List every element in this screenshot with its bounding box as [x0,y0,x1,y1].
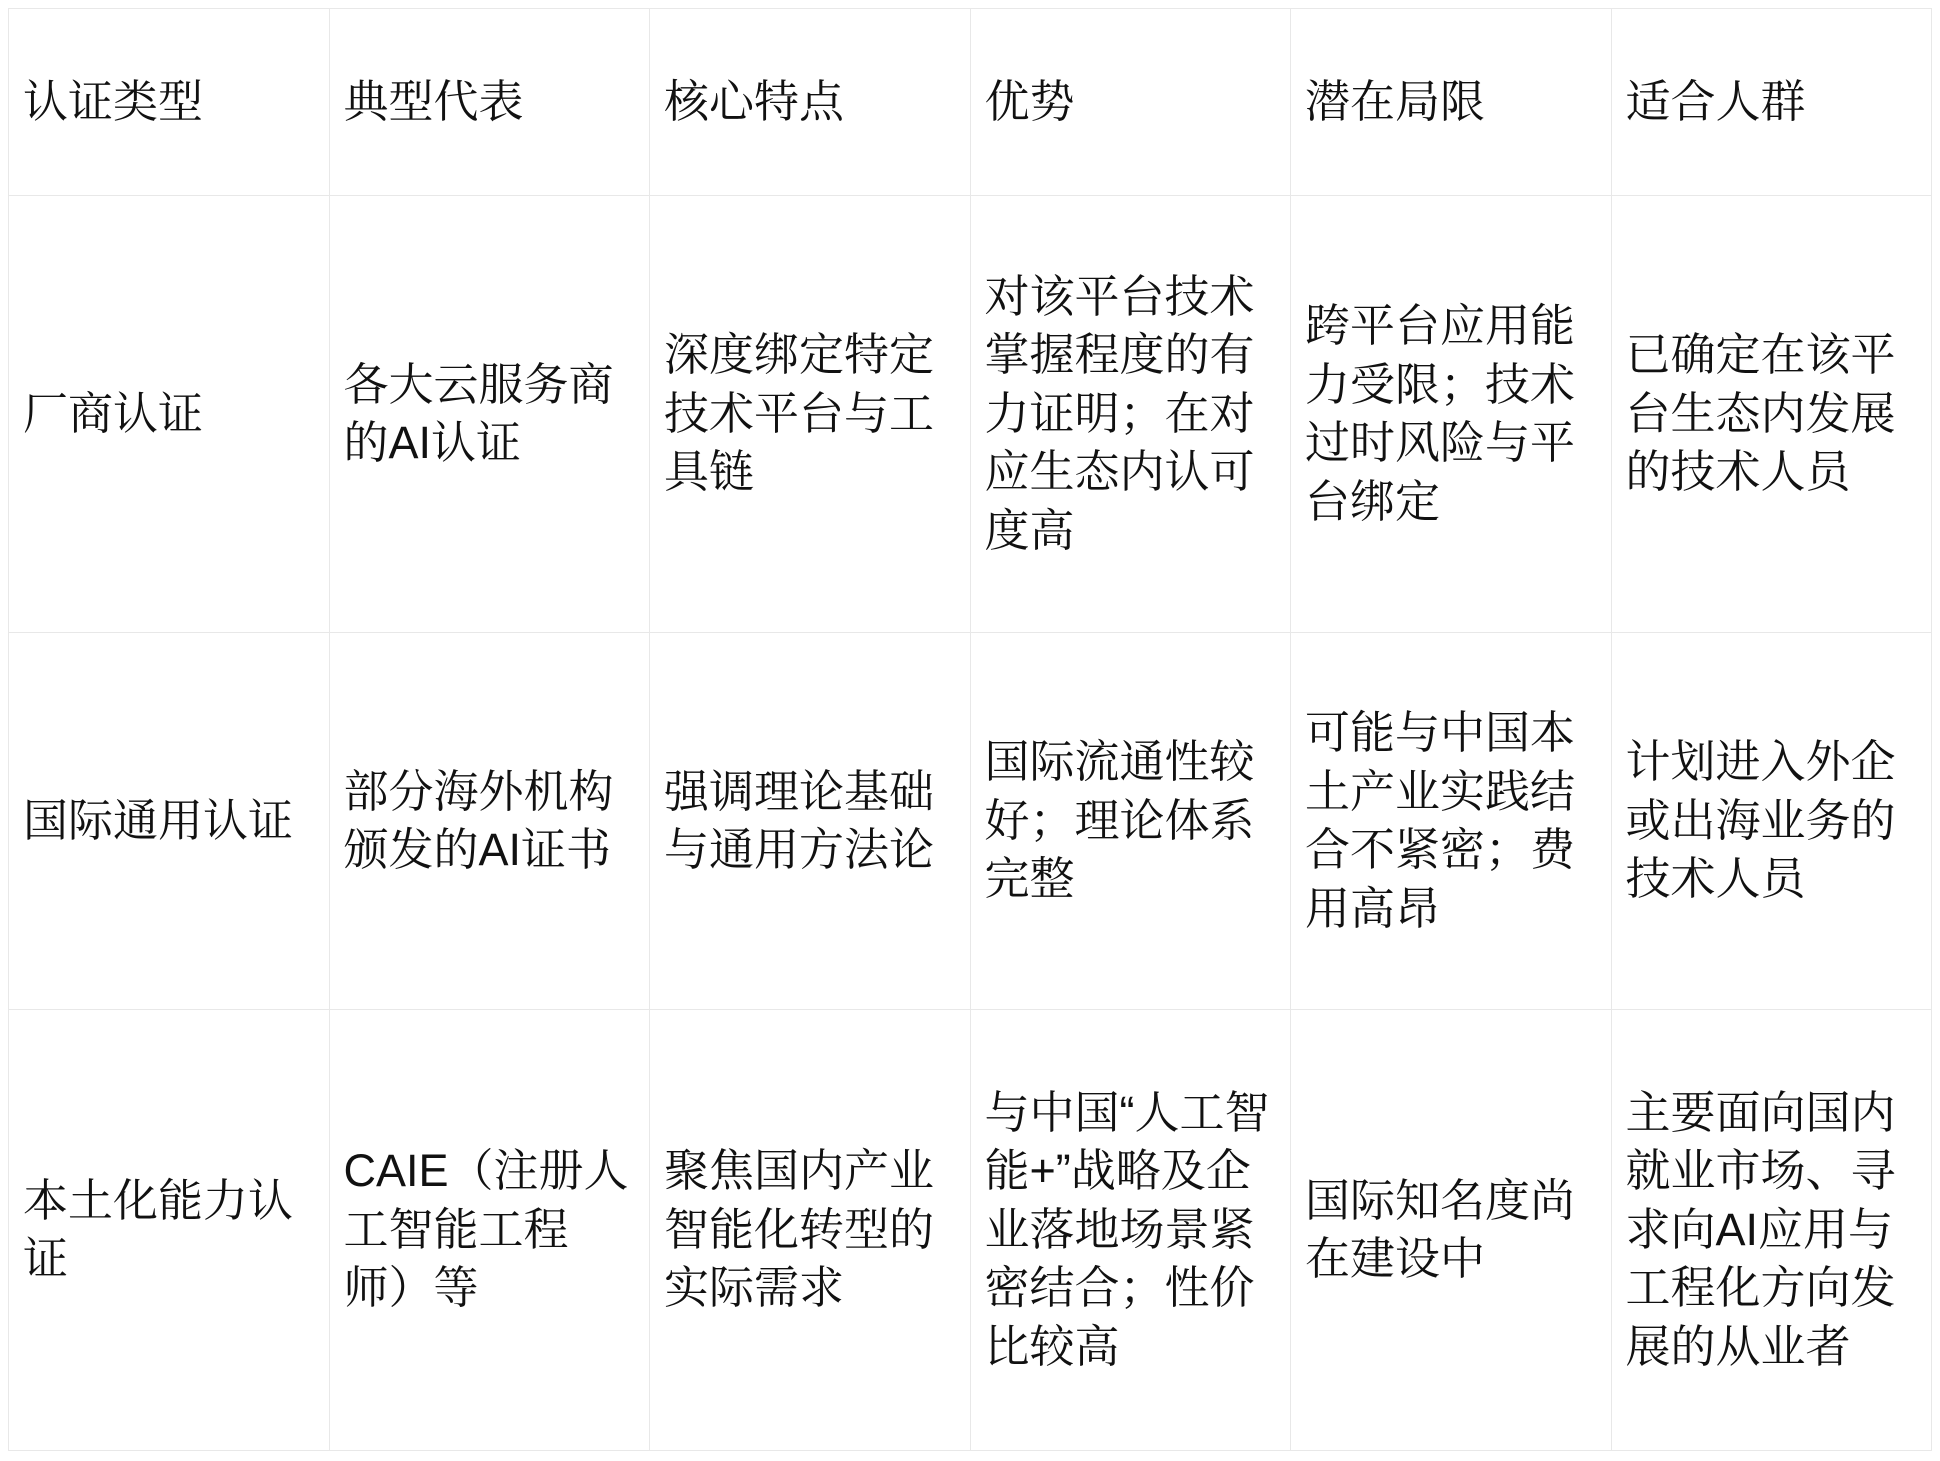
cell-suitable-group: 已确定在该平台生态内发展的技术人员 [1611,196,1932,633]
header-cell-cert-type: 认证类型 [9,9,330,196]
cell-typical-rep: CAIE（注册人工智能工程师）等 [329,1010,650,1451]
table-row-vendor-cert [9,196,1932,633]
cell-cert-type: 本土化能力认证 [9,1010,330,1451]
cell-advantage: 与中国“人工智能+”战略及企业落地场景紧密结合；性价比较高 [970,1010,1291,1451]
cell-cert-type: 国际通用认证 [9,633,330,1010]
table-row-localized-cert [9,1010,1932,1451]
header-cell-typical-rep: 典型代表 [329,9,650,196]
cell-core-feature: 强调理论基础与通用方法论 [650,633,971,1010]
cell-advantage: 国际流通性较好；理论体系完整 [970,633,1291,1010]
cell-limitation: 可能与中国本土产业实践结合不紧密；费用高昂 [1291,633,1612,1010]
certification-comparison-table [8,8,1932,1451]
cell-typical-rep: 各大云服务商的AI认证 [329,196,650,633]
cell-core-feature: 深度绑定特定技术平台与工具链 [650,196,971,633]
header-cell-suitable-group: 适合人群 [1611,9,1932,196]
cell-typical-rep: 部分海外机构颁发的AI证书 [329,633,650,1010]
cell-limitation: 国际知名度尚在建设中 [1291,1010,1612,1451]
cell-advantage: 对该平台技术掌握程度的有力证明；在对应生态内认可度高 [970,196,1291,633]
table-row-international-cert [9,633,1932,1010]
header-cell-advantage: 优势 [970,9,1291,196]
header-cell-limitation: 潜在局限 [1291,9,1612,196]
header-cell-core-feature: 核心特点 [650,9,971,196]
cell-suitable-group: 主要面向国内就业市场、寻求向AI应用与工程化方向发展的从业者 [1611,1010,1932,1451]
cell-suitable-group: 计划进入外企或出海业务的技术人员 [1611,633,1932,1010]
table-header-row [9,9,1932,196]
cell-limitation: 跨平台应用能力受限；技术过时风险与平台绑定 [1291,196,1612,633]
cell-cert-type: 厂商认证 [9,196,330,633]
cell-core-feature: 聚焦国内产业智能化转型的实际需求 [650,1010,971,1451]
